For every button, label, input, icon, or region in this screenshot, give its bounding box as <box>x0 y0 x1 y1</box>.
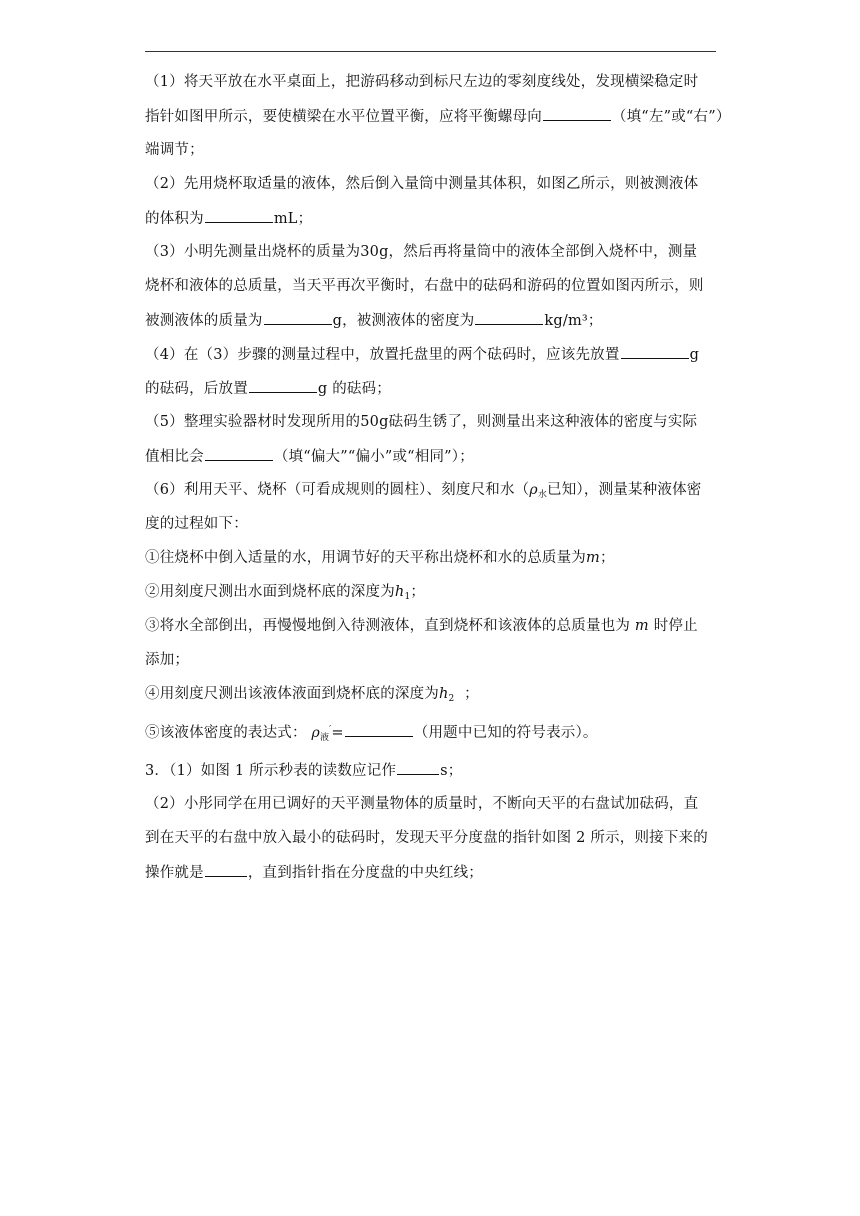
q2-part1-line1: （1）将天平放在水平桌面上，把游码移动到标尺左边的零刻度线处，发现横梁稳定时 <box>145 74 699 90</box>
q3-line2: （2）小彤同学在用已调好的天平测量物体的质量时，不断向天平的右盘试加砝码，直 <box>145 796 699 812</box>
answer-blank[interactable] <box>543 106 611 121</box>
q2-part4-line1: （4）在（3）步骤的测量过程中，放置托盘里的两个砝码时，应该先放置 g <box>145 344 699 365</box>
step-1: ①往烧杯中倒入适量的水，用调节好的天平称出烧杯和水的总质量为m； <box>145 550 615 566</box>
q2-part3-line3: 被测液体的质量为 g，被测液体的密度为 kg/m³； <box>145 310 603 331</box>
answer-blank[interactable] <box>205 208 273 223</box>
q3-line1: 3．（1）如图 1 所示秒表的读数应记作 s； <box>145 760 463 781</box>
answer-blank[interactable] <box>249 378 317 393</box>
answer-blank[interactable] <box>345 722 413 737</box>
answer-blank[interactable] <box>264 310 332 325</box>
q2-part6-line1: （6）利用天平、烧杯（可看成规则的圆柱）、刻度尺和水（$\rho_水$已知），测量某种液体密 <box>145 482 702 500</box>
q2-part4-line2: 的砝码，后放置 g 的砝码； <box>145 378 391 399</box>
q3-line3: 到在天平的右盘中放入最小的砝码时，发现天平分度盘的指针如图 2 所示，则接下来的 <box>145 830 708 846</box>
q3-line4: 操作就是 ，直到指针指在分度盘的中央红线； <box>145 862 483 883</box>
answer-blank[interactable] <box>475 310 543 325</box>
q2-part3-line2: 烧杯和液体的总质量，当天平再次平衡时，右盘中的砝码和游码的位置如图丙所示，则 <box>145 278 704 294</box>
header-rule <box>145 51 716 52</box>
step-3-line1: ③将水全部倒出，再慢慢地倒入待测液体，直到烧杯和该液体的总质量也为 m 时停止 <box>145 618 698 634</box>
step-2: ②用刻度尺测出水面到烧杯底的深度为$h_1$； <box>145 584 426 602</box>
answer-blank[interactable] <box>397 760 439 775</box>
q2-part1-line2: 指针如图甲所示，要使横梁在水平位置平衡，应将平衡螺母向 （填“左”或“右”） <box>145 106 731 127</box>
q2-part2-line1: （2）先用烧杯取适量的液体，然后倒入量筒中测量其体积，如图乙所示，则被测液体 <box>145 176 699 192</box>
answer-blank[interactable] <box>621 344 689 359</box>
answer-blank[interactable] <box>205 446 273 461</box>
q2-part3-line1: （3）小明先测量出烧杯的质量为30g，然后再将量筒中的液体全部倒入烧杯中，测量 <box>145 244 698 260</box>
step-3-line2: 添加； <box>145 652 190 668</box>
q2-part6-line2: 度的过程如下： <box>145 516 248 532</box>
q2-part5-line2: 值相比会 （填“偏大”“偏小”或“相同”）； <box>145 446 474 467</box>
step-4: ④用刻度尺测出该液体液面到烧杯底的深度为$h_2$ ； <box>145 686 479 704</box>
q2-part1-line3: 端调节； <box>145 142 204 158</box>
step-5: ⑤该液体密度的表达式： $\rho_液'=$ （用题中已知的符号表示）。 <box>145 720 598 748</box>
q2-part5-line1: （5）整理实验器材时发现所用的50g砝码生锈了，则测量出来这种液体的密度与实际 <box>145 414 698 430</box>
q2-part2-line2: 的体积为 mL； <box>145 208 312 229</box>
answer-blank[interactable] <box>205 862 247 877</box>
